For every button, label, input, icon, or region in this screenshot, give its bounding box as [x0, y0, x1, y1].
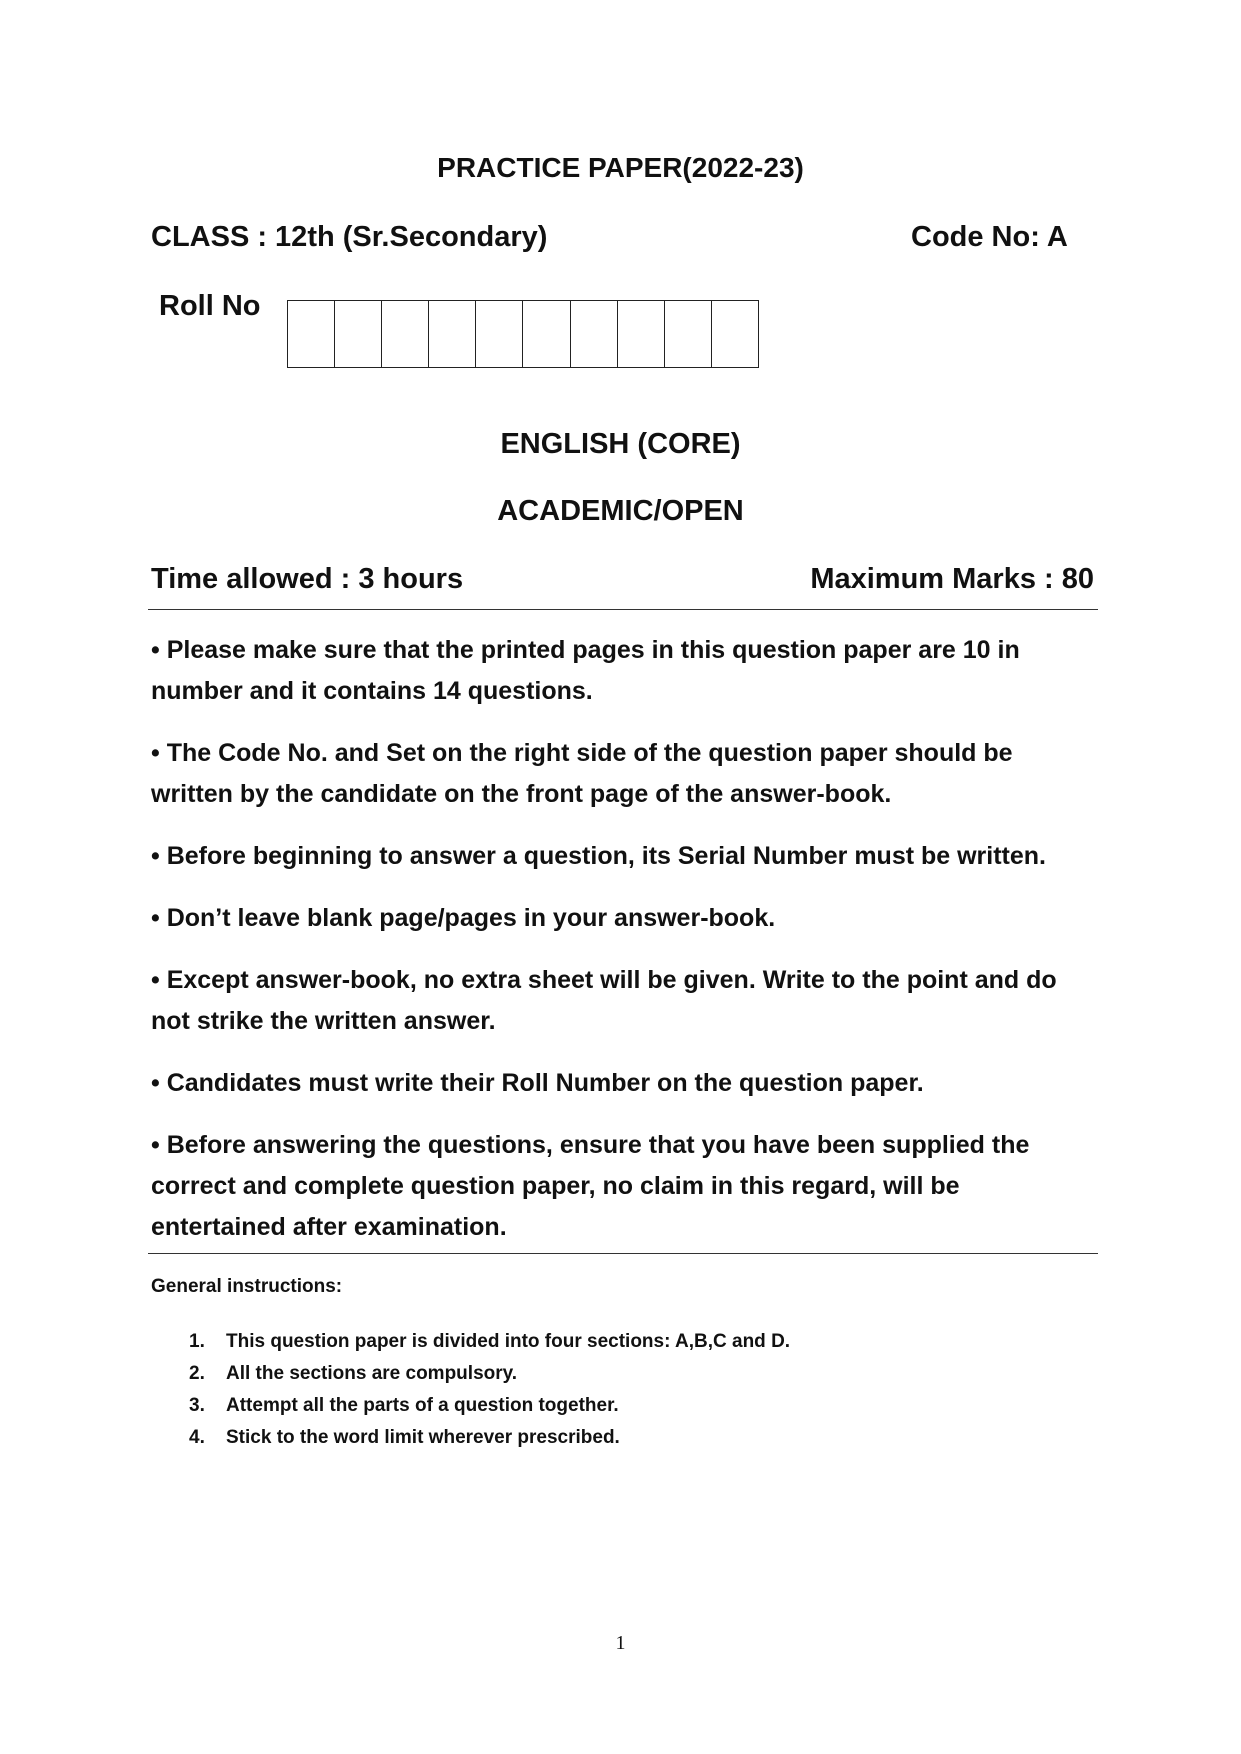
subject-title: ENGLISH (CORE)	[500, 428, 741, 460]
paper-title: PRACTICE PAPER(2022-23)	[437, 152, 804, 183]
note-item: • The Code No. and Set on the right side of the question paper should be written by the candidate on the front page of the answer-book.	[151, 739, 1013, 808]
roll-no-digit-box[interactable]	[522, 301, 569, 367]
roll-no-digit-box[interactable]	[428, 301, 475, 367]
maximum-marks: Maximum Marks : 80	[810, 563, 1094, 595]
roll-no-digit-box[interactable]	[664, 301, 711, 367]
roll-no-label: Roll No	[159, 290, 261, 322]
roll-no-digit-box[interactable]	[288, 301, 334, 367]
candidate-notes	[151, 630, 1096, 1269]
note-item: • Before beginning to answer a question, its Serial Number must be written.	[151, 842, 1047, 870]
roll-no-digit-box[interactable]	[475, 301, 522, 367]
time-allowed: Time allowed : 3 hours	[151, 563, 464, 595]
note-item: • Except answer-book, no extra sheet will be given. Write to the point and do not strike the written answer.	[151, 966, 1057, 1035]
class-label: CLASS : 12th (Sr.Secondary)	[151, 221, 548, 253]
list-item-text: All the sections are compulsory.	[226, 1363, 518, 1384]
list-item	[189, 1326, 790, 1358]
note-item: • Don’t leave blank page/pages in your answer-book.	[151, 904, 776, 932]
list-item	[189, 1390, 790, 1422]
roll-no-digit-box[interactable]	[570, 301, 617, 367]
note-item: • Before answering the questions, ensure that you have been supplied the correct and complete question paper, no claim in this regard, will be entertained after examination.	[151, 1131, 1030, 1241]
general-instructions-list	[189, 1326, 790, 1454]
divider-top	[148, 609, 1098, 610]
roll-no-digit-box[interactable]	[381, 301, 428, 367]
divider-bottom	[148, 1253, 1098, 1254]
list-item-number: 4.	[189, 1427, 205, 1448]
list-item-number: 1.	[189, 1331, 205, 1352]
roll-no-digit-box[interactable]	[334, 301, 381, 367]
list-item-text: Attempt all the parts of a question together.	[226, 1395, 619, 1416]
list-item-number: 3.	[189, 1395, 205, 1416]
list-item	[189, 1358, 790, 1390]
page-number: 1	[615, 1632, 626, 1654]
code-number: Code No: A	[911, 221, 1068, 253]
roll-no-digit-box[interactable]	[711, 301, 758, 367]
roll-no-digit-box[interactable]	[617, 301, 664, 367]
list-item	[189, 1422, 790, 1454]
note-item: • Candidates must write their Roll Number on the question paper.	[151, 1069, 924, 1097]
general-instructions-title: General instructions:	[151, 1276, 343, 1297]
list-item-text: Stick to the word limit wherever prescribed.	[226, 1427, 620, 1448]
list-item-number: 2.	[189, 1363, 205, 1384]
note-item: • Please make sure that the printed pages in this question paper are 10 in number and it contains 14 questions.	[151, 636, 1020, 705]
list-item-text: This question paper is divided into four sections: A,B,C and D.	[226, 1331, 791, 1352]
stream-label: ACADEMIC/OPEN	[497, 495, 744, 527]
roll-no-boxes	[287, 300, 759, 368]
